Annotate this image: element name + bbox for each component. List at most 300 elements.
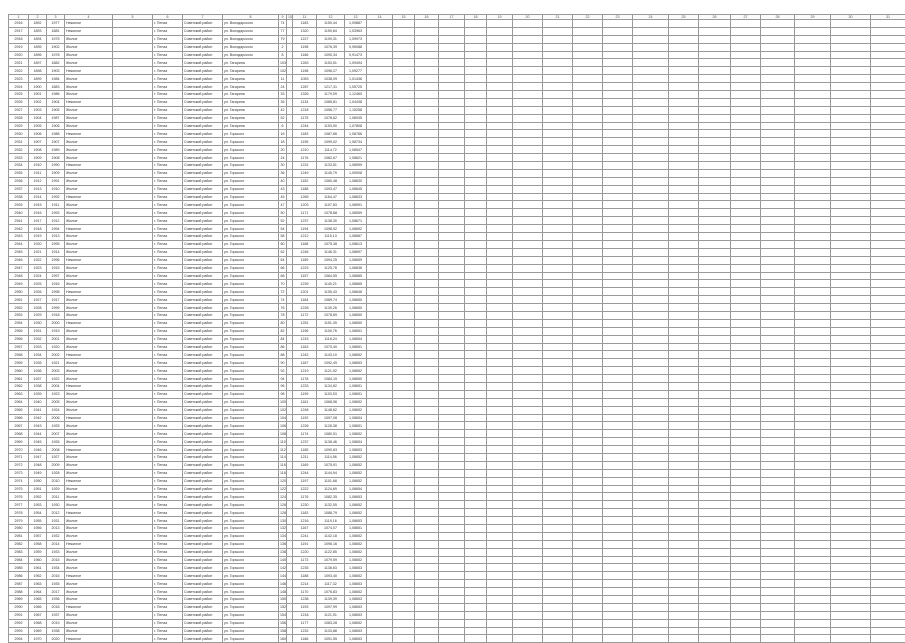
table-cell[interactable] (633, 532, 669, 540)
table-cell[interactable] (415, 635, 439, 643)
table-cell[interactable]: 1914 (29, 193, 47, 201)
table-cell[interactable] (367, 398, 393, 406)
table-cell[interactable]: Жилое (65, 398, 113, 406)
table-cell[interactable]: 2980 (9, 525, 29, 533)
table-cell[interactable] (465, 469, 487, 477)
table-cell[interactable] (699, 51, 731, 59)
table-cell[interactable]: 1904 (29, 114, 47, 122)
table-cell[interactable]: Советский район (183, 91, 223, 99)
table-cell[interactable] (871, 240, 905, 248)
table-cell[interactable] (439, 382, 465, 390)
table-cell[interactable] (761, 509, 795, 517)
table-cell[interactable]: 1909 (29, 154, 47, 162)
table-cell[interactable] (871, 311, 905, 319)
table-cell[interactable] (543, 288, 573, 296)
table-cell[interactable]: 2015 (47, 556, 65, 564)
table-cell[interactable] (367, 233, 393, 241)
table-cell[interactable] (731, 564, 761, 572)
table-cell[interactable] (439, 138, 465, 146)
table-cell[interactable] (871, 209, 905, 217)
table-cell[interactable]: Советский район (183, 351, 223, 359)
table-cell[interactable]: г. Пенза (153, 122, 183, 130)
table-cell[interactable] (439, 43, 465, 51)
table-cell[interactable]: Советский район (183, 233, 223, 241)
table-cell[interactable] (367, 59, 393, 67)
table-cell[interactable]: Советский район (183, 438, 223, 446)
table-cell[interactable] (633, 51, 669, 59)
table-cell[interactable]: Советский район (183, 359, 223, 367)
table-cell[interactable]: 1099,02 (317, 138, 345, 146)
table-cell[interactable] (669, 146, 699, 154)
table-cell[interactable] (871, 193, 905, 201)
table-cell[interactable]: 1,08653 (345, 627, 367, 635)
table-cell[interactable] (367, 201, 393, 209)
table-cell[interactable] (633, 501, 669, 509)
table-cell[interactable]: ул. Горького (223, 493, 279, 501)
table-cell[interactable]: 1211 (293, 453, 317, 461)
table-cell[interactable] (795, 272, 831, 280)
table-cell[interactable]: Нежилое (65, 635, 113, 643)
table-cell[interactable] (761, 540, 795, 548)
table-cell[interactable] (487, 540, 513, 548)
table-cell[interactable]: Жилое (65, 91, 113, 99)
table-cell[interactable]: 2962 (9, 382, 29, 390)
table-cell[interactable] (393, 122, 415, 130)
table-cell[interactable]: 1326 (293, 91, 317, 99)
table-cell[interactable]: г. Пенза (153, 596, 183, 604)
table-cell[interactable]: Нежилое (65, 98, 113, 106)
table-cell[interactable] (487, 382, 513, 390)
table-cell[interactable] (487, 588, 513, 596)
table-cell[interactable] (761, 327, 795, 335)
table-cell[interactable] (633, 185, 669, 193)
table-cell[interactable] (393, 596, 415, 604)
table-cell[interactable] (831, 469, 871, 477)
table-cell[interactable] (761, 83, 795, 91)
table-cell[interactable]: 1950 (29, 477, 47, 485)
table-cell[interactable] (761, 398, 795, 406)
table-cell[interactable] (513, 27, 543, 35)
table-cell[interactable]: 1916 (47, 280, 65, 288)
table-cell[interactable] (513, 422, 543, 430)
table-cell[interactable] (633, 154, 669, 162)
table-cell[interactable] (603, 588, 633, 596)
table-cell[interactable] (415, 335, 439, 343)
table-cell[interactable]: ул. Гагарина (223, 83, 279, 91)
table-cell[interactable] (699, 217, 731, 225)
table-cell[interactable] (669, 477, 699, 485)
table-cell[interactable] (669, 51, 699, 59)
table-cell[interactable]: ул. Горького (223, 572, 279, 580)
table-cell[interactable]: 2956 (9, 335, 29, 343)
table-cell[interactable] (543, 327, 573, 335)
table-cell[interactable]: ул. Горького (223, 627, 279, 635)
table-cell[interactable]: г. Пенза (153, 51, 183, 59)
table-cell[interactable] (113, 288, 153, 296)
table-cell[interactable]: 1,07808 (345, 122, 367, 130)
table-cell[interactable]: 2020 (47, 635, 65, 643)
table-cell[interactable] (761, 98, 795, 106)
table-cell[interactable] (439, 193, 465, 201)
table-cell[interactable] (573, 611, 603, 619)
table-cell[interactable]: 1134,82 (317, 382, 345, 390)
table-cell[interactable] (603, 438, 633, 446)
table-cell[interactable]: 1196 (293, 327, 317, 335)
column-header[interactable]: 24 (633, 15, 669, 20)
table-cell[interactable] (573, 351, 603, 359)
table-cell[interactable]: 1,08653 (345, 596, 367, 604)
table-cell[interactable] (731, 280, 761, 288)
table-cell[interactable]: 1988 (47, 130, 65, 138)
table-cell[interactable] (367, 304, 393, 312)
table-cell[interactable]: Советский район (183, 122, 223, 130)
table-cell[interactable] (573, 304, 603, 312)
table-cell[interactable] (795, 509, 831, 517)
table-cell[interactable] (487, 264, 513, 272)
table-cell[interactable] (415, 319, 439, 327)
table-cell[interactable] (633, 272, 669, 280)
table-cell[interactable]: 84 (279, 335, 287, 343)
table-cell[interactable] (113, 98, 153, 106)
table-cell[interactable]: г. Пенза (153, 469, 183, 477)
table-cell[interactable] (415, 343, 439, 351)
table-cell[interactable]: 1142,18 (317, 532, 345, 540)
table-cell[interactable]: 1937 (47, 611, 65, 619)
table-cell[interactable] (761, 248, 795, 256)
table-cell[interactable]: г. Пенза (153, 406, 183, 414)
table-cell[interactable] (439, 469, 465, 477)
table-cell[interactable] (573, 248, 603, 256)
table-cell[interactable] (573, 525, 603, 533)
table-cell[interactable] (415, 603, 439, 611)
table-cell[interactable]: 1242 (293, 351, 317, 359)
table-cell[interactable]: 1905 (29, 122, 47, 130)
table-cell[interactable]: 1082,35 (317, 493, 345, 501)
table-cell[interactable] (393, 485, 415, 493)
table-cell[interactable] (603, 233, 633, 241)
table-cell[interactable] (573, 240, 603, 248)
table-cell[interactable] (603, 556, 633, 564)
table-cell[interactable]: г. Пенза (153, 548, 183, 556)
table-cell[interactable]: Жилое (65, 169, 113, 177)
table-cell[interactable] (699, 272, 731, 280)
table-cell[interactable]: 1125,78 (317, 264, 345, 272)
table-cell[interactable] (573, 596, 603, 604)
table-cell[interactable]: 1941 (29, 406, 47, 414)
table-cell[interactable]: 2008 (47, 446, 65, 454)
table-cell[interactable]: 1927 (29, 296, 47, 304)
table-cell[interactable]: г. Пенза (153, 20, 183, 28)
column-header[interactable]: 13 (345, 15, 367, 20)
table-cell[interactable] (871, 635, 905, 643)
table-cell[interactable]: 1,08653 (345, 603, 367, 611)
table-cell[interactable] (367, 209, 393, 217)
table-cell[interactable] (871, 453, 905, 461)
table-cell[interactable]: 1143,10 (317, 351, 345, 359)
table-cell[interactable] (113, 572, 153, 580)
table-cell[interactable] (367, 154, 393, 162)
table-cell[interactable] (699, 335, 731, 343)
table-cell[interactable]: 1152 (293, 177, 317, 185)
table-cell[interactable]: 1227 (293, 35, 317, 43)
column-header[interactable]: 4 (65, 15, 113, 20)
table-cell[interactable] (603, 343, 633, 351)
column-header[interactable]: 17 (439, 15, 465, 20)
table-cell[interactable] (831, 146, 871, 154)
table-cell[interactable]: 1,08652 (345, 588, 367, 596)
table-cell[interactable] (543, 130, 573, 138)
table-cell[interactable]: 1103,53 (317, 390, 345, 398)
table-cell[interactable] (113, 540, 153, 548)
table-cell[interactable] (513, 296, 543, 304)
table-cell[interactable]: 1946 (29, 446, 47, 454)
table-cell[interactable]: 20 (279, 146, 287, 154)
table-cell[interactable]: 156 (279, 619, 287, 627)
table-cell[interactable] (487, 162, 513, 170)
table-cell[interactable]: Советский район (183, 343, 223, 351)
table-cell[interactable] (465, 517, 487, 525)
table-cell[interactable] (603, 193, 633, 201)
table-cell[interactable] (669, 453, 699, 461)
table-cell[interactable] (795, 51, 831, 59)
table-cell[interactable]: 2939 (9, 201, 29, 209)
table-cell[interactable] (543, 67, 573, 75)
table-cell[interactable] (699, 209, 731, 217)
table-cell[interactable] (487, 390, 513, 398)
table-cell[interactable] (439, 288, 465, 296)
table-cell[interactable] (113, 43, 153, 51)
table-cell[interactable] (871, 248, 905, 256)
table-cell[interactable] (113, 485, 153, 493)
table-cell[interactable] (513, 177, 543, 185)
table-cell[interactable]: 1896 (29, 51, 47, 59)
table-cell[interactable]: 1117,32 (317, 580, 345, 588)
table-cell[interactable]: Советский район (183, 509, 223, 517)
table-cell[interactable] (699, 446, 731, 454)
table-cell[interactable] (439, 367, 465, 375)
table-cell[interactable] (367, 453, 393, 461)
table-cell[interactable] (487, 603, 513, 611)
table-cell[interactable] (367, 596, 393, 604)
table-cell[interactable] (831, 288, 871, 296)
table-cell[interactable] (543, 335, 573, 343)
table-cell[interactable] (465, 43, 487, 51)
table-cell[interactable]: 1923 (47, 390, 65, 398)
table-cell[interactable] (603, 311, 633, 319)
table-cell[interactable] (543, 525, 573, 533)
table-cell[interactable] (487, 596, 513, 604)
table-cell[interactable] (393, 225, 415, 233)
table-cell[interactable] (831, 596, 871, 604)
table-cell[interactable]: 1,08646 (345, 288, 367, 296)
table-cell[interactable] (731, 248, 761, 256)
table-cell[interactable]: 1934 (29, 351, 47, 359)
table-cell[interactable] (871, 27, 905, 35)
table-cell[interactable]: 24 (279, 83, 287, 91)
table-cell[interactable] (543, 588, 573, 596)
table-cell[interactable] (393, 296, 415, 304)
table-cell[interactable] (393, 619, 415, 627)
table-cell[interactable] (871, 75, 905, 83)
table-cell[interactable]: Советский район (183, 375, 223, 383)
table-cell[interactable]: Жилое (65, 367, 113, 375)
table-cell[interactable] (573, 446, 603, 454)
table-cell[interactable] (415, 367, 439, 375)
table-cell[interactable] (831, 414, 871, 422)
table-cell[interactable]: Советский район (183, 35, 223, 43)
table-cell[interactable] (831, 572, 871, 580)
table-cell[interactable] (831, 240, 871, 248)
table-cell[interactable]: Жилое (65, 627, 113, 635)
table-cell[interactable]: 1913 (29, 185, 47, 193)
table-cell[interactable] (603, 185, 633, 193)
table-cell[interactable]: ул. Горького (223, 217, 279, 225)
table-cell[interactable]: ул. Горького (223, 319, 279, 327)
table-cell[interactable] (573, 114, 603, 122)
table-cell[interactable] (543, 430, 573, 438)
table-cell[interactable]: ул. Гагарина (223, 67, 279, 75)
table-cell[interactable] (543, 225, 573, 233)
table-cell[interactable] (831, 311, 871, 319)
table-cell[interactable] (113, 564, 153, 572)
table-cell[interactable] (669, 367, 699, 375)
table-cell[interactable]: 1217,31 (317, 83, 345, 91)
table-cell[interactable]: 1,08613 (345, 240, 367, 248)
table-cell[interactable]: 1975 (47, 35, 65, 43)
table-cell[interactable] (573, 280, 603, 288)
table-cell[interactable]: 2013 (47, 525, 65, 533)
table-cell[interactable] (543, 20, 573, 28)
table-cell[interactable] (465, 540, 487, 548)
table-cell[interactable] (543, 540, 573, 548)
table-cell[interactable]: 1140,21 (317, 280, 345, 288)
table-cell[interactable] (731, 201, 761, 209)
table-cell[interactable] (831, 256, 871, 264)
table-cell[interactable] (633, 83, 669, 91)
column-header[interactable]: 3 (47, 15, 65, 20)
column-header[interactable]: 8 (223, 15, 279, 20)
table-cell[interactable]: Советский район (183, 619, 223, 627)
table-cell[interactable]: Советский район (183, 517, 223, 525)
table-cell[interactable] (113, 335, 153, 343)
table-cell[interactable] (669, 398, 699, 406)
table-cell[interactable] (669, 138, 699, 146)
table-cell[interactable]: 1121,01 (317, 611, 345, 619)
table-cell[interactable]: Нежилое (65, 446, 113, 454)
table-cell[interactable]: 1929 (47, 485, 65, 493)
table-cell[interactable] (465, 225, 487, 233)
table-cell[interactable]: г. Пенза (153, 106, 183, 114)
table-cell[interactable]: 1167 (293, 525, 317, 533)
table-cell[interactable] (487, 185, 513, 193)
column-header[interactable]: 1 (9, 15, 29, 20)
table-cell[interactable] (831, 580, 871, 588)
table-cell[interactable] (367, 477, 393, 485)
table-cell[interactable] (113, 264, 153, 272)
table-cell[interactable] (415, 414, 439, 422)
table-cell[interactable]: 1939 (29, 390, 47, 398)
table-cell[interactable]: 2961 (9, 375, 29, 383)
table-cell[interactable] (633, 517, 669, 525)
table-cell[interactable] (113, 225, 153, 233)
table-cell[interactable]: Советский район (183, 98, 223, 106)
table-cell[interactable]: 1934 (47, 564, 65, 572)
table-cell[interactable] (367, 98, 393, 106)
table-cell[interactable] (731, 525, 761, 533)
table-cell[interactable]: Советский район (183, 580, 223, 588)
table-cell[interactable]: 1899 (29, 75, 47, 83)
table-cell[interactable] (487, 311, 513, 319)
table-cell[interactable] (633, 43, 669, 51)
table-cell[interactable]: 1287 (293, 83, 317, 91)
table-cell[interactable] (487, 430, 513, 438)
table-cell[interactable]: 2944 (9, 240, 29, 248)
table-cell[interactable] (699, 564, 731, 572)
table-cell[interactable] (465, 635, 487, 643)
table-cell[interactable] (415, 51, 439, 59)
table-cell[interactable] (513, 556, 543, 564)
table-cell[interactable]: Советский район (183, 596, 223, 604)
table-cell[interactable] (543, 233, 573, 241)
table-cell[interactable] (761, 177, 795, 185)
table-cell[interactable] (393, 611, 415, 619)
table-cell[interactable] (699, 240, 731, 248)
table-cell[interactable] (871, 225, 905, 233)
table-cell[interactable] (795, 240, 831, 248)
table-cell[interactable] (669, 130, 699, 138)
table-cell[interactable] (871, 43, 905, 51)
table-cell[interactable] (699, 438, 731, 446)
table-cell[interactable] (871, 414, 905, 422)
table-cell[interactable]: 2917 (9, 27, 29, 35)
table-cell[interactable] (633, 146, 669, 154)
table-cell[interactable]: 1901 (29, 91, 47, 99)
table-cell[interactable] (487, 635, 513, 643)
table-cell[interactable] (633, 611, 669, 619)
table-cell[interactable] (871, 532, 905, 540)
table-cell[interactable] (439, 564, 465, 572)
table-cell[interactable] (699, 185, 731, 193)
table-cell[interactable] (415, 390, 439, 398)
table-cell[interactable] (603, 540, 633, 548)
table-cell[interactable] (699, 296, 731, 304)
table-cell[interactable] (465, 91, 487, 99)
table-cell[interactable] (513, 193, 543, 201)
table-cell[interactable]: 1244 (293, 469, 317, 477)
table-cell[interactable] (731, 532, 761, 540)
table-cell[interactable] (415, 209, 439, 217)
table-cell[interactable] (513, 517, 543, 525)
table-cell[interactable]: 1958 (29, 540, 47, 548)
table-cell[interactable] (513, 493, 543, 501)
table-cell[interactable]: 1098,52 (317, 225, 345, 233)
table-cell[interactable]: Нежилое (65, 414, 113, 422)
table-cell[interactable]: 1999 (47, 304, 65, 312)
table-cell[interactable]: 1176 (293, 154, 317, 162)
table-cell[interactable]: 1911 (29, 169, 47, 177)
column-header[interactable]: 10 (287, 15, 293, 20)
table-cell[interactable] (731, 611, 761, 619)
table-cell[interactable]: 1,08654 (345, 335, 367, 343)
table-cell[interactable]: 1,08630 (345, 177, 367, 185)
table-cell[interactable]: 1906 (47, 122, 65, 130)
table-cell[interactable] (113, 185, 153, 193)
table-cell[interactable] (367, 335, 393, 343)
table-cell[interactable]: Жилое (65, 83, 113, 91)
table-cell[interactable] (393, 67, 415, 75)
table-cell[interactable] (393, 603, 415, 611)
table-cell[interactable] (113, 596, 153, 604)
